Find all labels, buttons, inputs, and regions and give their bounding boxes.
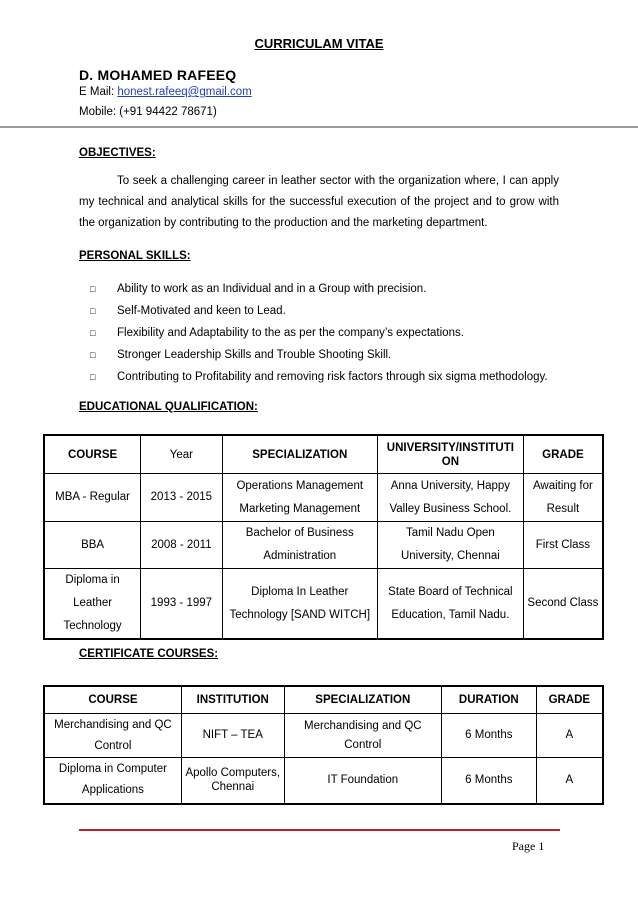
skill-text: Ability to work as an Individual and in a Group with precision.	[117, 283, 427, 295]
table-cell: 6 Months	[441, 758, 536, 804]
table-cell: Bachelor of Business Administration	[222, 522, 377, 569]
table-header-row	[44, 435, 603, 474]
education-heading: EDUCATIONAL QUALIFICATION:	[79, 401, 258, 413]
list-item	[90, 325, 548, 347]
list-item	[90, 369, 548, 391]
table-cell: First Class	[523, 522, 603, 569]
table-cell: Diploma in Leather Technology	[44, 569, 141, 640]
table-cell: 6 Months	[441, 714, 536, 758]
table-row	[44, 569, 603, 640]
column-header: Year	[141, 435, 222, 474]
list-item	[90, 281, 548, 303]
bullet-icon: □	[90, 328, 96, 338]
table-cell: A	[536, 758, 603, 804]
table-row	[44, 758, 603, 804]
table-cell: Operations Management Marketing Management	[222, 474, 377, 522]
table-cell: Merchandising and QC Control	[44, 714, 181, 758]
column-header: SPECIALIZATION	[222, 435, 377, 474]
bullet-icon: □	[90, 284, 96, 294]
header-divider	[0, 126, 638, 128]
candidate-name: D. MOHAMED RAFEEQ	[79, 67, 237, 83]
certificates-heading: CERTIFICATE COURSES:	[79, 648, 219, 660]
bullet-icon: □	[90, 372, 96, 382]
column-header: UNIVERSITY/INSTITUTI ON	[377, 435, 523, 474]
table-cell: 2008 - 2011	[141, 522, 222, 569]
table-row	[44, 474, 603, 522]
column-header: DURATION	[441, 686, 536, 714]
table-cell: A	[536, 714, 603, 758]
mobile-number: Mobile: (+91 94422 78671)	[79, 106, 217, 118]
table-cell: Diploma in Computer Applications	[44, 758, 181, 804]
skills-list	[90, 281, 548, 391]
table-cell: MBA - Regular	[44, 474, 141, 522]
bullet-icon: □	[90, 306, 96, 316]
table-cell: Apollo Computers, Chennai	[181, 758, 284, 804]
table-cell: NIFT – TEA	[181, 714, 284, 758]
skill-text: Self-Motivated and keen to Lead.	[117, 305, 286, 317]
skill-text: Contributing to Profitability and removing risk factors through six sigma methodology.	[117, 371, 548, 383]
skills-heading: PERSONAL SKILLS:	[79, 250, 191, 262]
document-title: CURRICULAM VITAE	[254, 36, 384, 51]
table-cell: Anna University, Happy Valley Business School.	[377, 474, 523, 522]
column-header: GRADE	[523, 435, 603, 474]
list-item	[90, 303, 548, 325]
objectives-heading: OBJECTIVES:	[79, 147, 156, 159]
skill-text: Flexibility and Adaptability to the as per the company’s expectations.	[117, 327, 464, 339]
table-cell: Diploma In Leather Technology [SAND WITCH]	[222, 569, 377, 640]
table-row	[44, 714, 603, 758]
table-cell: Merchandising and QC Control	[284, 714, 441, 758]
column-header: GRADE	[536, 686, 603, 714]
bullet-icon: □	[90, 350, 96, 360]
column-header: COURSE	[44, 435, 141, 474]
table-cell: Second Class	[523, 569, 603, 640]
column-header: INSTITUTION	[181, 686, 284, 714]
page-number: Page 1	[512, 839, 545, 853]
table-cell: 2013 - 2015	[141, 474, 222, 522]
footer-divider	[79, 829, 560, 831]
column-header: COURSE	[44, 686, 181, 714]
table-cell: State Board of Technical Education, Tamil Nadu.	[377, 569, 523, 640]
skill-text: Stronger Leadership Skills and Trouble Shooting Skill.	[117, 349, 392, 361]
column-header: SPECIALIZATION	[284, 686, 441, 714]
table-cell: BBA	[44, 522, 141, 569]
objectives-text: To seek a challenging career in leather sector with the organization where, I can apply my technical and analytical skills for the successful execution of the project and to grow with the organization by contributing to the production and the marketing department.	[79, 175, 559, 229]
list-item	[90, 347, 548, 369]
table-row	[44, 522, 603, 569]
email-link[interactable]: honest.rafeeq@gmail.com	[117, 86, 252, 98]
table-cell: Tamil Nadu Open University, Chennai	[377, 522, 523, 569]
table-cell: IT Foundation	[284, 758, 441, 804]
table-cell: Awaiting for Result	[523, 474, 603, 522]
education-table	[43, 434, 604, 640]
certificates-table	[43, 685, 604, 805]
email-line	[79, 86, 252, 98]
email-label: E Mail:	[79, 86, 118, 98]
table-header-row	[44, 686, 603, 714]
table-cell: 1993 - 1997	[141, 569, 222, 640]
